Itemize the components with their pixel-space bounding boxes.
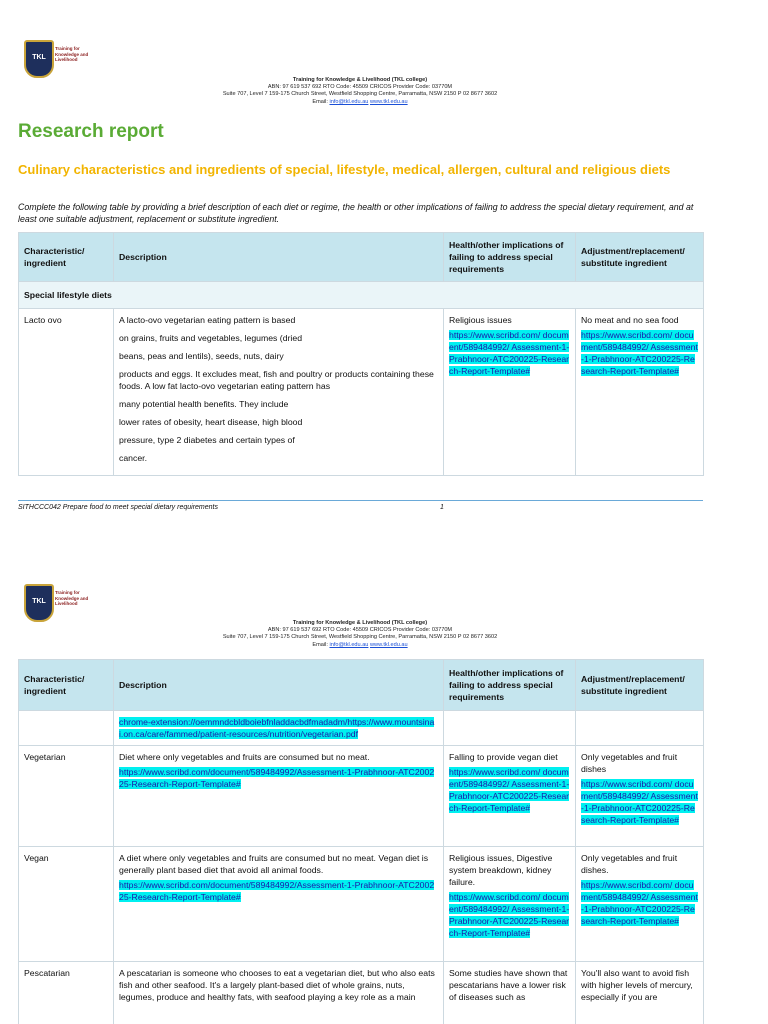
desc-line: many potential health benefits. They include [119,399,289,409]
college-logo [24,584,89,622]
website-link[interactable]: www.tkl.edu.au [370,641,408,648]
desc-line: cancer. [119,453,148,463]
header-line-1: ABN: 97 619 537 692 RTO Code: 45509 CRICOS Provider Code: 03770M [267,84,453,91]
diet-table-2 [18,659,704,1024]
row-implications: Some studies have shown that pescatarians have a lower risk of diseases such as [444,962,576,1024]
header-line-2: Suite 707, Level 7 159-175 Church Street, Westfield Shopping Centre, Parramatta, NSW 2150 P 02 8677 3602 [222,634,498,641]
shield-logo-icon: TKL [24,584,54,622]
diet-table-1 [18,232,704,476]
row-implications [444,309,576,476]
header-contact [0,642,720,649]
section-label: Special lifestyle diets [19,282,704,309]
row-name [19,711,114,746]
table-row [19,847,704,962]
adjustment-text: Only vegetables and fruit dishes. [581,853,678,875]
row-description [114,847,444,962]
row-name: Vegan [19,847,114,962]
row-implications [444,746,576,847]
header-line-2: Suite 707, Level 7 159-175 Church Street, Westfield Shopping Centre, Parramatta, NSW 2150 P 02 8677 3602 [222,91,498,98]
row-description [114,711,444,746]
scribd-link[interactable]: https://www.scribd.com/document/589484992/Assessment-1-Prabhnoor-ATC200225-Research-Report-Template# [119,767,435,789]
row-description: A pescatarian is someone who chooses to eat a vegetarian diet, but who also eats fish and other seafood. It's a largely plant-based diet of whole grains, nuts, legumes, produce and healthy fats, with seafood playing a key role as a main [114,962,444,1024]
row-name: Pescatarian [19,962,114,1024]
email-link[interactable]: info@tkl.edu.au [329,98,369,105]
implications-text: Religious issues [449,315,512,325]
header-line-1: ABN: 97 619 537 692 RTO Code: 45509 CRICOS Provider Code: 03770M [267,627,453,634]
row-implications [444,847,576,962]
header-description: Description [114,660,444,711]
logo-tagline: Training for Knowledge and Livelihood [55,590,89,606]
page-header [0,77,720,106]
scribd-link[interactable]: https://www.scribd.com/ document/589484992/ Assessment-1-Prabhnoor-ATC200225-Research-Report-Template# [581,880,698,926]
description-text: A diet where only vegetables and fruits are consumed but no meat. Vegan diet is generally plant based diet that avoid all animal foods. [119,853,429,875]
header-characteristic: Characteristic/ ingredient [19,660,114,711]
table-row [19,962,704,1024]
desc-line: pressure, type 2 diabetes and certain types of [119,435,295,445]
header-implications: Health/other implications of failing to address special requirements [444,233,576,282]
org-name: Training for Knowledge & Livelihood (TKL college) [292,77,428,83]
document-page-2 [0,580,768,1024]
desc-line: products and eggs. It excludes meat, fish and poultry or products containing these foods. A low fat lacto-ovo vegetarian eating pattern has [119,369,434,391]
row-adjustment [576,711,704,746]
desc-line: lower rates of obesity, heart disease, high blood [119,417,303,427]
header-characteristic: Characteristic/ ingredient [19,233,114,282]
page-footer [18,500,703,511]
adjustment-text: No meat and no sea food [581,315,679,325]
row-adjustment [576,746,704,847]
intro-text: Complete the following table by providing a brief description of each diet or regime, the health or other implications of failing to address the special dietary requirement, and at least one suitable adjustment, replacement or substitute ingredient. [18,202,694,224]
email-label: Email: [312,98,328,105]
header-adjustment: Adjustment/replacement/ substitute ingredient [576,660,704,711]
row-implications [444,711,576,746]
adjustment-text: Only vegetables and fruit dishes [581,752,678,774]
page-header [0,620,720,649]
desc-line: on grains, fruits and vegetables, legumes (dried [119,333,303,343]
website-link[interactable]: www.tkl.edu.au [370,98,408,105]
email-link[interactable]: info@tkl.edu.au [329,641,369,648]
desc-line: A lacto-ovo vegetarian eating pattern is based [119,315,296,325]
scribd-link[interactable]: https://www.scribd.com/ document/589484992/ Assessment-1-Prabhnoor-ATC200225-Research-Report-Template# [449,330,570,376]
footer-course: SITHCCC042 Prepare food to meet special dietary requirements [18,504,218,511]
row-name: Vegetarian [19,746,114,847]
table-header-row [19,660,704,711]
table-header-row [19,233,704,282]
page-subtitle: Culinary characteristics and ingredients of special, lifestyle, medical, allergen, cultural and religious diets [18,162,671,177]
email-label: Email: [312,641,328,648]
desc-line: beans, peas and lentils), seeds, nuts, dairy [119,351,284,361]
page-number: 1 [440,504,444,511]
scribd-link[interactable]: https://www.scribd.com/ document/589484992/ Assessment-1-Prabhnoor-ATC200225-Research-Report-Template# [449,767,570,813]
header-description: Description [114,233,444,282]
row-adjustment [576,309,704,476]
scribd-link[interactable]: https://www.scribd.com/ document/589484992/ Assessment-1-Prabhnoor-ATC200225-Research-Report-Template# [449,892,570,938]
implications-text: Religious issues, Digestive system breakdown, kidney failure. [449,853,553,887]
scribd-link[interactable]: https://www.scribd.com/ document/589484992/ Assessment-1-Prabhnoor-ATC200225-Research-Report-Template# [581,330,698,376]
logo-tagline: Training for Knowledge and Livelihood [55,46,89,62]
scribd-link[interactable]: https://www.scribd.com/ document/589484992/ Assessment-1-Prabhnoor-ATC200225-Research-Report-Template# [581,779,698,825]
header-adjustment: Adjustment/replacement/ substitute ingredient [576,233,704,282]
shield-logo-icon: TKL [24,40,54,78]
header-contact [0,99,720,106]
row-description [114,309,444,476]
row-adjustment: You'll also want to avoid fish with higher levels of mercury, especially if you are [576,962,704,1024]
row-description [114,746,444,847]
description-text: Diet where only vegetables and fruits are consumed but no meat. [119,752,370,762]
college-logo [24,40,89,78]
row-name: Lacto ovo [19,309,114,476]
header-implications: Health/other implications of failing to address special requirements [444,660,576,711]
table-row [19,746,704,847]
page-title: Research report [18,121,164,142]
table-row [19,309,704,476]
implications-text: Falling to provide vegan diet [449,752,558,762]
row-adjustment [576,847,704,962]
section-row [19,282,704,309]
mountsinai-link[interactable]: chrome-extension://oemmndcbldboiebfnladdacbdfmadadm/https://www.mountsinai.on.ca/care/fammed/patient-resources/nutrition/vegetarian.pdf [119,717,435,739]
scribd-link[interactable]: https://www.scribd.com/document/589484992/Assessment-1-Prabhnoor-ATC200225-Research-Report-Template# [119,880,435,902]
table-row [19,711,704,746]
org-name: Training for Knowledge & Livelihood (TKL college) [292,620,428,626]
